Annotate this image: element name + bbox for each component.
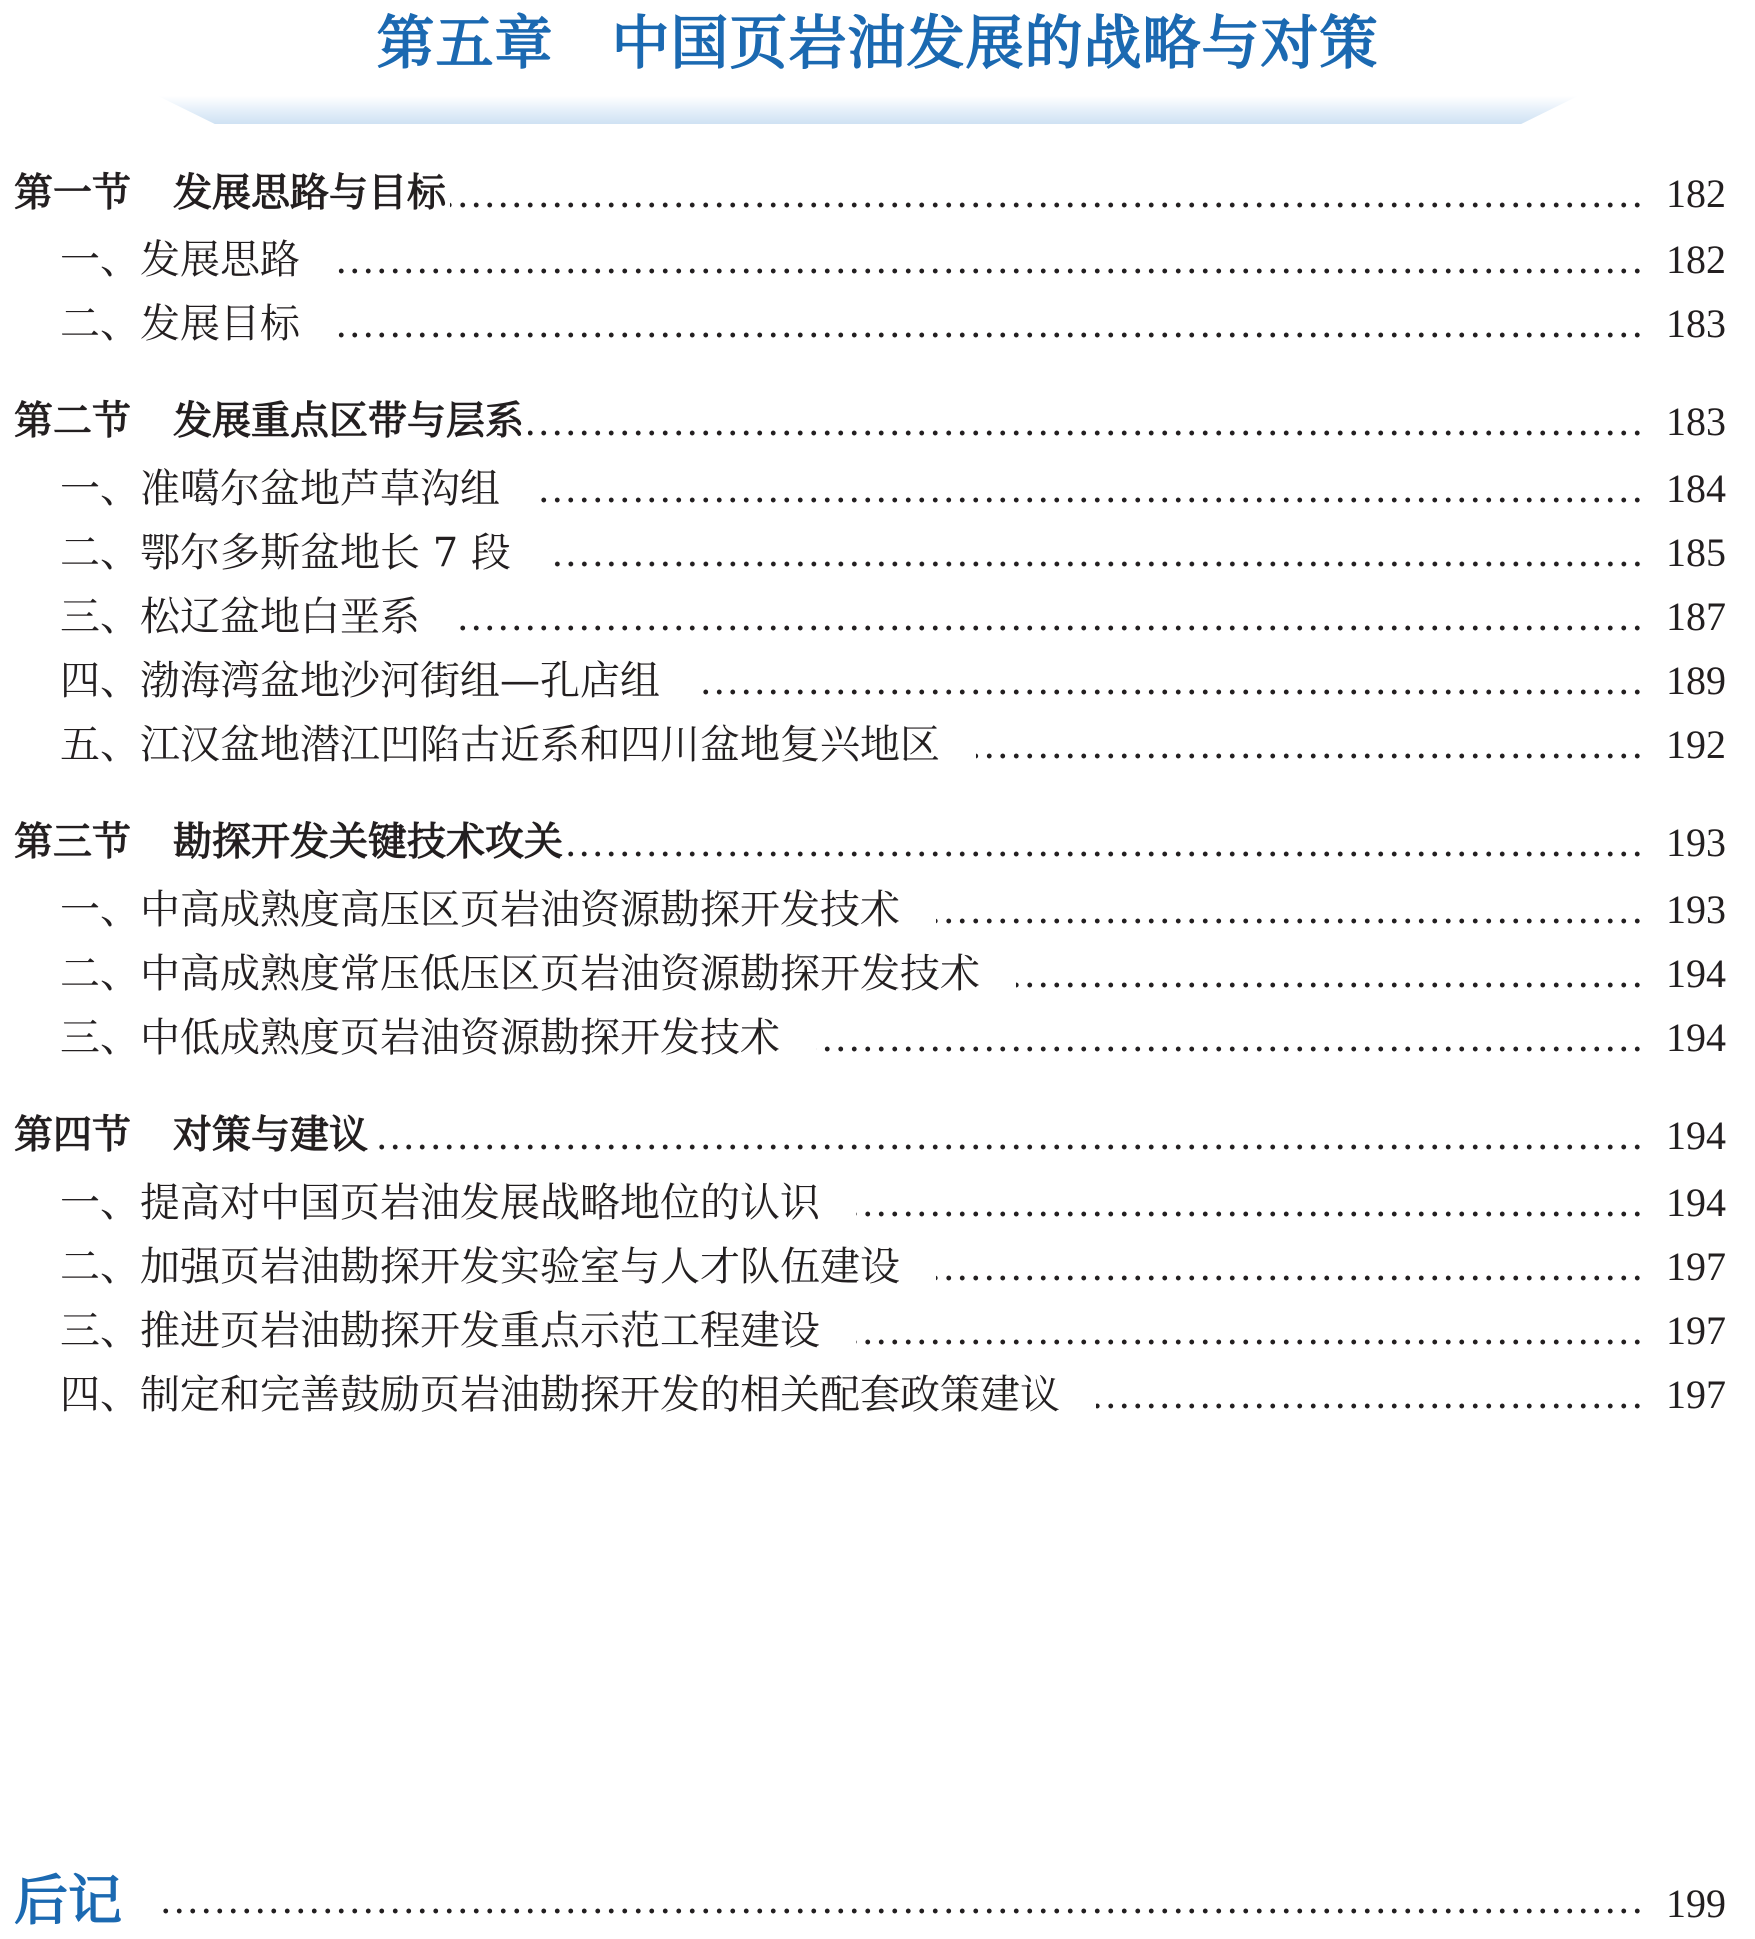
page-number: 187 [1666, 594, 1726, 639]
page-number: 197 [1666, 1308, 1726, 1353]
dot-leader [158, 1908, 1644, 1914]
dot-leader [856, 1339, 1644, 1345]
toc-item-label: 一、提高对中国页岩油发展战略地位的认识 [60, 1180, 820, 1226]
dot-leader [1096, 1403, 1644, 1409]
toc-item-row[interactable] [0, 1014, 1740, 1074]
afterword-title: 后记 [14, 1868, 122, 1932]
toc-item-row[interactable] [0, 1307, 1740, 1367]
toc-afterword-row[interactable] [0, 1870, 1740, 1934]
page-number: 199 [1666, 1881, 1726, 1926]
toc-item-row[interactable] [0, 1179, 1740, 1239]
page-number: 183 [1666, 301, 1726, 346]
section-title: 发展思路与目标 [173, 171, 447, 216]
toc-item-label: 三、松辽盆地白垩系 [60, 594, 420, 640]
chapter-title [0, 8, 1755, 78]
toc-section-row[interactable] [0, 170, 1740, 230]
dot-leader [456, 625, 1644, 631]
dot-leader [816, 1046, 1644, 1052]
toc-item-row[interactable] [0, 593, 1740, 653]
toc-item-label: 二、加强页岩油勘探开发实验室与人才队伍建设 [60, 1244, 900, 1290]
page-number: 192 [1666, 722, 1726, 767]
dot-leader [450, 202, 1644, 208]
section-number: 第二节 [14, 399, 132, 444]
page-number: 194 [1666, 951, 1726, 996]
toc-item-row[interactable] [0, 529, 1740, 589]
page-number: 193 [1666, 820, 1726, 865]
toc-item-row[interactable] [0, 950, 1740, 1010]
toc-section-label [14, 398, 524, 446]
section-number: 第一节 [14, 171, 132, 216]
page-number: 194 [1666, 1180, 1726, 1225]
page-number: 197 [1666, 1244, 1726, 1289]
toc-item-label: 一、准噶尔盆地芦草沟组 [60, 466, 500, 512]
dot-leader [372, 1144, 1644, 1150]
toc-section-label [14, 819, 563, 867]
toc-item-label: 二、发展目标 [60, 301, 300, 347]
toc-item-label: 五、江汉盆地潜江凹陷古近系和四川盆地复兴地区 [60, 722, 940, 768]
section-title: 发展重点区带与层系 [173, 399, 525, 444]
section-number: 第三节 [14, 820, 132, 865]
page-number: 197 [1666, 1372, 1726, 1417]
toc-item-label: 一、中高成熟度高压区页岩油资源勘探开发技术 [60, 887, 900, 933]
dot-leader [528, 430, 1644, 436]
dot-leader [856, 1211, 1644, 1217]
dot-leader [567, 851, 1644, 857]
dot-leader [936, 918, 1644, 924]
toc-item-row[interactable] [0, 465, 1740, 525]
toc-item-label: 二、中高成熟度常压低压区页岩油资源勘探开发技术 [60, 951, 980, 997]
toc-item-row[interactable] [0, 657, 1740, 717]
section-number: 第四节 [14, 1113, 132, 1158]
page-number: 189 [1666, 658, 1726, 703]
dot-leader [936, 1275, 1644, 1281]
dot-leader [976, 753, 1644, 759]
page-number: 183 [1666, 399, 1726, 444]
toc-item-row[interactable] [0, 721, 1740, 781]
toc-section-row[interactable] [0, 1112, 1740, 1172]
dot-leader [696, 689, 1644, 695]
toc-item-label: 三、中低成熟度页岩油资源勘探开发技术 [60, 1015, 780, 1061]
toc-item-label: 二、鄂尔多斯盆地长 7 段 [60, 530, 511, 576]
section-title: 勘探开发关键技术攻关 [173, 820, 564, 865]
chapter-name: 中国页岩油发展的战略与对策 [611, 9, 1379, 77]
page-number: 194 [1666, 1113, 1726, 1158]
chapter-number: 第五章 [376, 9, 554, 77]
page-number: 185 [1666, 530, 1726, 575]
title-decoration-band [158, 96, 1578, 124]
toc-section-row[interactable] [0, 819, 1740, 879]
dot-leader [547, 561, 1644, 567]
toc-item-row[interactable] [0, 236, 1740, 296]
page-number: 184 [1666, 466, 1726, 511]
toc-section-label [14, 170, 446, 218]
page-number: 193 [1666, 887, 1726, 932]
toc-item-label: 三、推进页岩油勘探开发重点示范工程建设 [60, 1308, 820, 1354]
dot-leader [336, 332, 1644, 338]
dot-leader [1016, 982, 1644, 988]
page-number: 182 [1666, 171, 1726, 216]
dot-leader [536, 497, 1644, 503]
toc-item-row[interactable] [0, 1243, 1740, 1303]
dot-leader [336, 268, 1644, 274]
section-title: 对策与建议 [173, 1113, 369, 1158]
toc-section-row[interactable] [0, 398, 1740, 458]
page-number: 182 [1666, 237, 1726, 282]
toc-item-label: 四、渤海湾盆地沙河街组—孔店组 [60, 658, 660, 704]
toc-item-row[interactable] [0, 886, 1740, 946]
toc-item-row[interactable] [0, 1371, 1740, 1431]
page-number: 194 [1666, 1015, 1726, 1060]
toc-item-label: 一、发展思路 [60, 237, 300, 283]
toc-section-label [14, 1112, 368, 1160]
toc-item-row[interactable] [0, 300, 1740, 360]
toc-item-label: 四、制定和完善鼓励页岩油勘探开发的相关配套政策建议 [60, 1372, 1060, 1418]
